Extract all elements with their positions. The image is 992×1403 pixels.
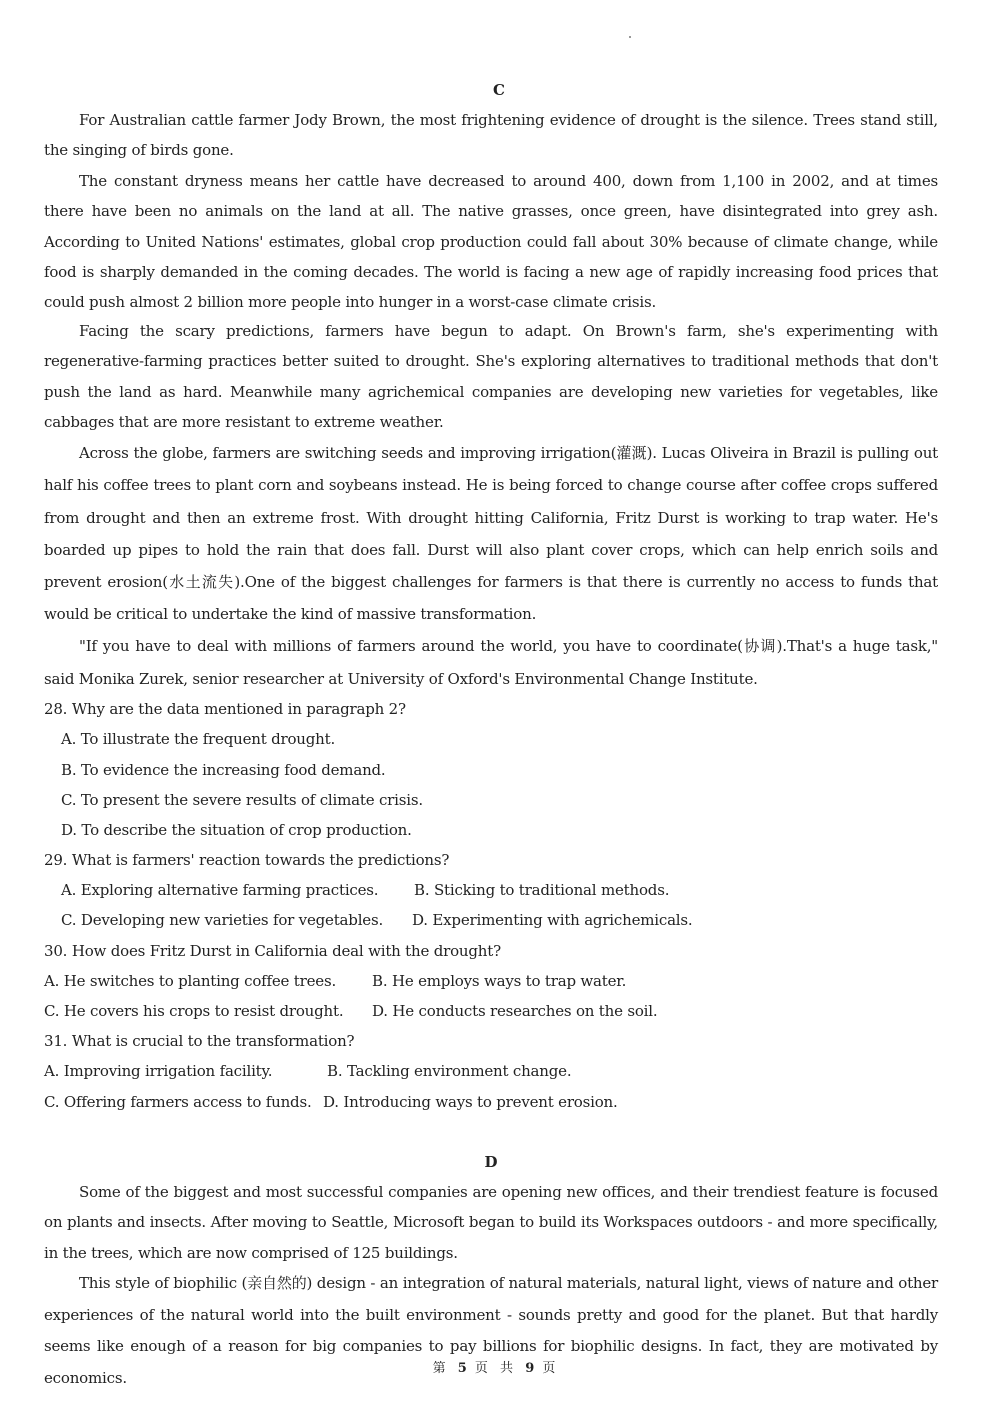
question-29-stem: 29. What is farmers' reaction towards the predictions? <box>44 851 450 869</box>
question-31-option-b: B. Tackling environment change. <box>327 1062 572 1080</box>
question-30-stem: 30. How does Fritz Durst in California deal with the drought? <box>44 942 501 960</box>
question-28-option-c: C. To present the severe results of climate crisis. <box>61 791 423 809</box>
footer-middle: 页 共 <box>474 1361 518 1376</box>
section-d-paragraph-2: This style of biophilic (亲自然的) design - an integration of natural materials, natural light, views of nature and other experiences of the natural world into the built environment - sounds pretty and good for the planet. But that hardly seems like enough of a reason for big companies to pay billions for biophilic designs. In fact, they are motivated by economics. <box>44 1274 938 1387</box>
question-28-option-b: B. To evidence the increasing food demand. <box>61 761 386 779</box>
section-c-heading: C <box>493 81 505 99</box>
question-28-option-a: A. To illustrate the frequent drought. <box>61 730 336 748</box>
section-c-paragraph-3: Facing the scary predictions, farmers have begun to adapt. On Brown's farm, she's experimenting with regenerative-farming practices better suited to drought. She's exploring alternatives to traditional methods that don't push the land as hard. Meanwhile many agrichemical companies are developing new varieties for vegetables, like cabbages that are more resistant to extreme weather. <box>44 322 938 431</box>
footer-page-number: 5 <box>457 1361 467 1376</box>
footer-prefix: 第 <box>432 1361 450 1376</box>
section-c-paragraph-1: For Australian cattle farmer Jody Brown, the most frightening evidence of drought is the silence. Trees stand still, the singing of birds gone. <box>44 111 938 160</box>
question-31-option-d: D. Introducing ways to prevent erosion. <box>323 1093 618 1111</box>
section-c-paragraph-4: Across the globe, farmers are switching seeds and improving irrigation(灌溉). Lucas Oliveira in Brazil is pulling out half his coffee trees to plant corn and soybeans instead. He is being forced to change course after coffee crops suffered from drought and then an extreme frost. With drought hitting California, Fritz Durst is working to trap water. He's boarded up pipes to hold the rain that does fall. Durst will also plant cover crops, which can help enrich soils and prevent erosion(水土流失).One of the biggest challenges for farmers is that there is currently no access to funds that would be critical to undertake the kind of massive transformation. <box>44 444 938 624</box>
question-28-option-d: D. To describe the situation of crop production. <box>61 821 412 839</box>
question-29-option-c: C. Developing new varieties for vegetables. <box>61 911 384 929</box>
question-31-stem: 31. What is crucial to the transformation? <box>44 1032 355 1050</box>
question-30-option-c: C. He covers his crops to resist drought. <box>44 1002 344 1020</box>
page-footer <box>0 1360 992 1378</box>
section-d-paragraph-1: Some of the biggest and most successful companies are opening new offices, and their trendiest feature is focused on plants and insects. After moving to Seattle, Microsoft began to build its Workspaces outdoors - and more specifically, in the trees, which are now comprised of 125 buildings. <box>44 1183 938 1262</box>
footer-suffix: 页 <box>542 1361 560 1376</box>
question-30-option-a: A. He switches to planting coffee trees. <box>44 972 337 990</box>
scan-mark <box>629 36 631 38</box>
question-29-option-d: D. Experimenting with agrichemicals. <box>412 911 693 929</box>
section-c-paragraph-5: "If you have to deal with millions of farmers around the world, you have to coordinate(协调).That's a huge task," said Monika Zurek, senior researcher at University of Oxford's Environmental Change Institute. <box>44 637 938 688</box>
question-28-stem: 28. Why are the data mentioned in paragraph 2? <box>44 700 406 718</box>
question-30-option-d: D. He conducts researches on the soil. <box>372 1002 658 1020</box>
question-30-option-b: B. He employs ways to trap water. <box>372 972 627 990</box>
question-31-option-c: C. Offering farmers access to funds. <box>44 1093 312 1111</box>
footer-total-pages: 9 <box>525 1361 535 1376</box>
question-29-option-b: B. Sticking to traditional methods. <box>414 881 670 899</box>
section-c-paragraph-2: The constant dryness means her cattle have decreased to around 400, down from 1,100 in 2002, and at times there have been no animals on the land at all. The native grasses, once green, have disintegrated into grey ash. According to United Nations' estimates, global crop production could fall about 30% because of climate change, while food is sharply demanded in the coming decades. The world is facing a new age of rapidly increasing food prices that could push almost 2 billion more people into hunger in a worst-case climate crisis. <box>44 172 938 312</box>
question-31-option-a: A. Improving irrigation facility. <box>44 1062 273 1080</box>
section-d-heading: D <box>484 1153 498 1171</box>
question-29-option-a: A. Exploring alternative farming practices. <box>61 881 379 899</box>
